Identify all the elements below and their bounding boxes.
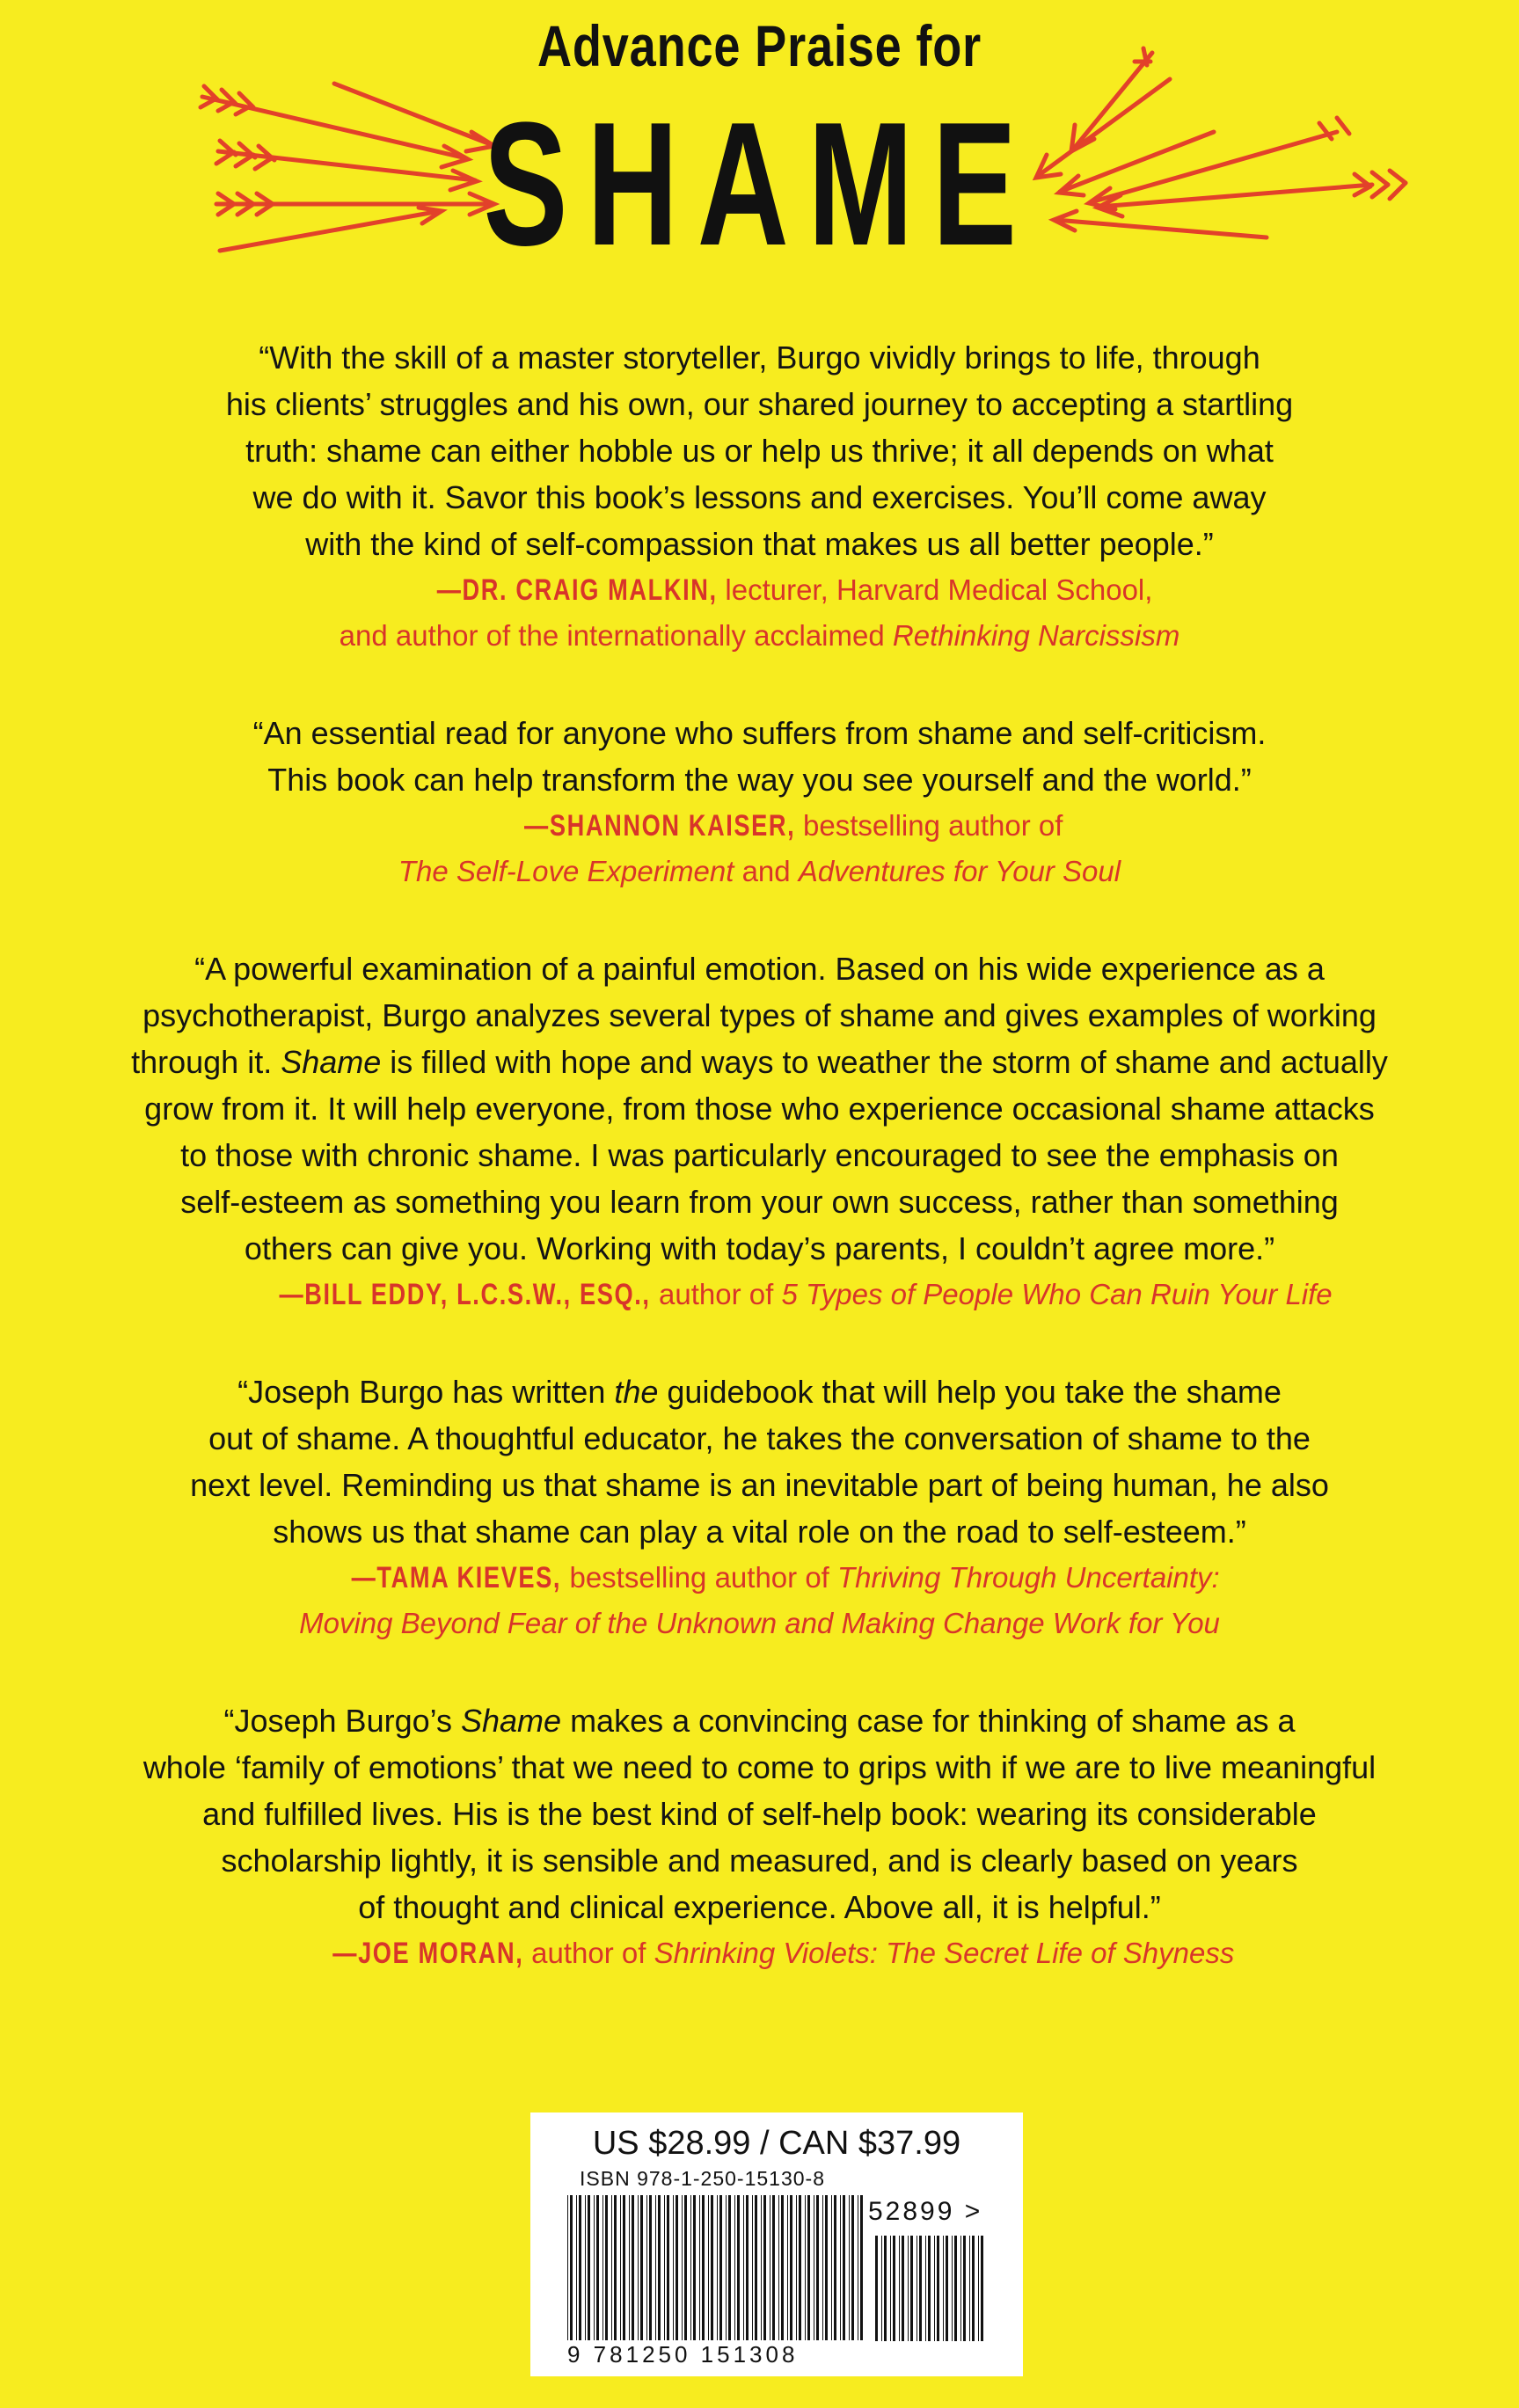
barcode-bar [734,2195,735,2340]
blurb-line: of thought and clinical experience. Above all, it is helpful.” [358,1889,1161,1925]
book-title-ref: 5 Types of People Who Can Ruin Your Life [781,1278,1333,1310]
barcode-panel [530,2112,1023,2376]
barcode-bar [954,2236,957,2341]
attribution-title: bestselling author of [561,1561,838,1594]
attribution [0,1272,1519,1317]
attribution-title: bestselling author of [794,809,1063,842]
barcode-bar [884,2236,887,2341]
barcode-bar [851,2195,854,2340]
barcode-icon [566,2195,865,2345]
barcode-bar [602,2195,603,2340]
blurb-kieves [0,1368,1519,1646]
attribution [0,567,1519,613]
blurb-line: next level. Reminding us that shame is an inevitable part of being human, he also [190,1467,1329,1503]
barcode-bar [611,2195,612,2340]
praise-heading: Advance Praise for [537,13,982,78]
book-title: SHAME [483,86,1036,282]
blurb-line: shows us that shame can play a vital role on the road to self-esteem.” [273,1514,1246,1550]
blurb-line: we do with it. Savor this book’s lessons and exercises. You’ll come away [252,479,1267,515]
blurb-text: guidebook that will help you take the shame [658,1374,1282,1410]
blurb-line: to those with chronic shame. I was particularly encouraged to see the emphasis on [180,1137,1339,1173]
attribution [0,803,1519,849]
blurb-line: self-esteem as something you learn from your own success, rather than something [180,1184,1339,1220]
barcode-bar [781,2195,784,2340]
barcode-bar [708,2195,709,2340]
blurb-line [0,1368,1519,1415]
barcode-bar [684,2195,687,2340]
blurb-line: “With the skill of a master storyteller, Burgo vividly brings to life, through [259,339,1260,376]
barcode-bar [585,2195,586,2340]
attribution-name: —BILL EDDY, L.C.S.W., ESQ., [279,1278,651,1311]
barcode-bar [849,2195,850,2340]
blurb-line: whole ‘family of emotions’ that we need to come to grips with if we are to live meaningful [142,1749,1377,1785]
barcode-bar [596,2195,599,2340]
attribution-text: and [734,855,799,887]
barcode-bar [728,2195,731,2340]
barcode-bar [761,2195,762,2340]
barcode-bar [711,2195,713,2340]
book-title-ref: Shame [460,1703,562,1739]
barcode-bar [881,2236,882,2341]
blurb-line: grow from it. It will help everyone, from those who experience occasional shame attacks [144,1091,1375,1127]
barcode-bar [579,2195,581,2340]
barcode-bar [816,2195,819,2340]
attribution [0,1555,1519,1601]
barcode-bar [737,2195,740,2340]
barcode-bar [673,2195,674,2340]
blurb-line: “An essential read for anyone who suffers from shame and self-criticism. [252,715,1267,751]
barcode-bar [840,2195,841,2340]
blurb-text: is filled with hope and ways to weather the storm of shame and actually [381,1044,1388,1080]
barcode-bar [875,2236,878,2341]
barcode-bar [649,2195,652,2340]
barcode-bar [928,2236,931,2341]
barcode-bar [899,2236,900,2341]
blurb-line: others can give you. Working with today’s parents, I couldn’t agree more.” [244,1230,1275,1266]
blurb-line: his clients’ struggles and his own, our shared journey to accepting a startling [225,386,1294,422]
blurb-moran [0,1697,1519,1976]
barcode-bar [890,2236,891,2341]
barcode-bar [640,2195,643,2340]
blurb-line: scholarship lightly, it is sensible and measured, and is clearly based on years [221,1842,1298,1879]
barcode-bar [576,2195,577,2340]
barcode-bar [772,2195,775,2340]
barcode-bar [978,2236,979,2341]
barcode-bar [699,2195,700,2340]
barcode-bar [893,2236,895,2341]
barcode-bar [623,2195,625,2340]
blurb-line: psychotherapist, Burgo analyzes several types of shame and gives examples of working [142,997,1377,1033]
barcode-bar [667,2195,669,2340]
barcode-bar [743,2195,744,2340]
blurb-line [0,1697,1519,1744]
ean-digits: 9 781250 151308 [567,2341,799,2368]
barcode-bar [960,2236,961,2341]
blurb-text: makes a convincing case for thinking of shame as a [561,1703,1296,1739]
barcode-bar [902,2236,904,2341]
barcode-bar [825,2195,828,2340]
blurbs-section [0,334,1519,1976]
blurb-line: with the kind of self-compassion that makes us all better people.” [305,526,1214,562]
barcode-bar [943,2236,944,2341]
attribution-line2 [0,613,1519,659]
barcode-bar [981,2236,983,2341]
blurb-malkin [0,334,1519,659]
barcode-bar [614,2195,617,2340]
barcode-bar [690,2195,691,2340]
barcode-bar [946,2236,948,2341]
price-label: US $28.99 / CAN $37.99 [592,2125,961,2162]
barcode-bar [972,2236,975,2341]
barcode-bar [778,2195,779,2340]
barcode-bar [693,2195,696,2340]
barcode-bar [822,2195,823,2340]
barcode-bar [763,2195,766,2340]
barcode-bar [632,2195,634,2340]
addon-barcode-icon [873,2236,988,2346]
barcode-bar [843,2195,845,2340]
attribution [0,1930,1519,1976]
attribution-line2 [0,1601,1519,1646]
barcode-bar [908,2236,909,2341]
barcode-bar [726,2195,727,2340]
book-title-ref: Rethinking Narcissism [892,619,1180,652]
attribution-title: author of [523,1937,654,1969]
blurb-line: truth: shame can either hobble us or help us thrive; it all depends on what [245,433,1274,469]
barcode-bar [834,2195,836,2340]
barcode-bar [658,2195,661,2340]
barcode-bar [934,2236,935,2341]
barcode-bar [605,2195,608,2340]
barcode-bar [969,2236,970,2341]
attribution-name: —JOE MORAN, [332,1937,523,1970]
cover-header [0,0,1519,308]
emphasis: the [614,1374,659,1410]
barcode-bar [860,2195,863,2340]
barcode-bar [787,2195,788,2340]
barcode-bar [755,2195,757,2340]
attribution-title: lecturer, Harvard Medical School, [717,573,1153,606]
barcode-bar [638,2195,639,2340]
blurb-text: “Joseph Burgo’s [223,1703,461,1739]
isbn-label: ISBN 978-1-250-15130-8 [580,2167,825,2190]
barcode-bar [952,2236,953,2341]
barcode-bar [682,2195,683,2340]
barcode-bar [702,2195,705,2340]
attribution-title: author of [650,1278,782,1310]
blurb-line: and fulfilled lives. His is the best kind of self-help book: wearing its considerable [202,1796,1317,1832]
barcode-bar [925,2236,926,2341]
attribution-name: —DR. CRAIG MALKIN, [436,573,718,607]
barcode-bar [910,2236,913,2341]
book-title-ref: Adventures for Your Soul [798,855,1121,887]
attribution-name: —TAMA KIEVES, [351,1561,562,1594]
barcode-bar [676,2195,678,2340]
barcode-bar [805,2195,806,2340]
barcode-bar [655,2195,656,2340]
barcode-bar [570,2195,573,2340]
blurb-text: “Joseph Burgo has written [237,1374,615,1410]
barcode-bar [588,2195,590,2340]
blurb-text: through it. [131,1044,281,1080]
barcode-bar [629,2195,630,2340]
barcode-bar [646,2195,647,2340]
attribution-name: —SHANNON KAISER, [523,809,795,843]
barcode-bar [746,2195,749,2340]
barcode-bar [807,2195,810,2340]
barcode-bar [919,2236,922,2341]
blurb-eddy [0,945,1519,1317]
book-title-ref: Moving Beyond Fear of the Unknown and Making Change Work for You [299,1607,1220,1639]
book-title-ref: The Self-Love Experiment [398,855,734,887]
book-title-ref: Shrinking Violets: The Secret Life of Shyness [654,1937,1235,1969]
blurb-line: This book can help transform the way you see yourself and the world.” [267,762,1252,798]
barcode-bar [937,2236,939,2341]
blurb-line [0,1039,1519,1085]
attribution-line2 [0,849,1519,894]
barcode-bar [594,2195,595,2340]
barcode-bar [963,2236,966,2341]
blurb-kaiser [0,710,1519,894]
price-addon-code: 52899 > [868,2197,983,2226]
barcode-bar [717,2195,718,2340]
barcode-bar [796,2195,797,2340]
book-title-ref: Thriving Through Uncertainty: [837,1561,1220,1594]
blurb-line: out of shame. A thoughtful educator, he takes the conversation of shame to the [208,1420,1311,1456]
blurb-line: “A powerful examination of a painful emotion. Based on his wide experience as a [194,951,1325,987]
barcode-bar [567,2195,568,2340]
barcode-bar [719,2195,722,2340]
barcode-bar [664,2195,665,2340]
barcode-bar [831,2195,832,2340]
book-title-ref: Shame [281,1044,382,1080]
attribution-text: and author of the internationally acclaimed [339,619,893,652]
barcode-bar [790,2195,792,2340]
barcode-bar [799,2195,801,2340]
barcode-bar [752,2195,753,2340]
barcode-bar [620,2195,621,2340]
